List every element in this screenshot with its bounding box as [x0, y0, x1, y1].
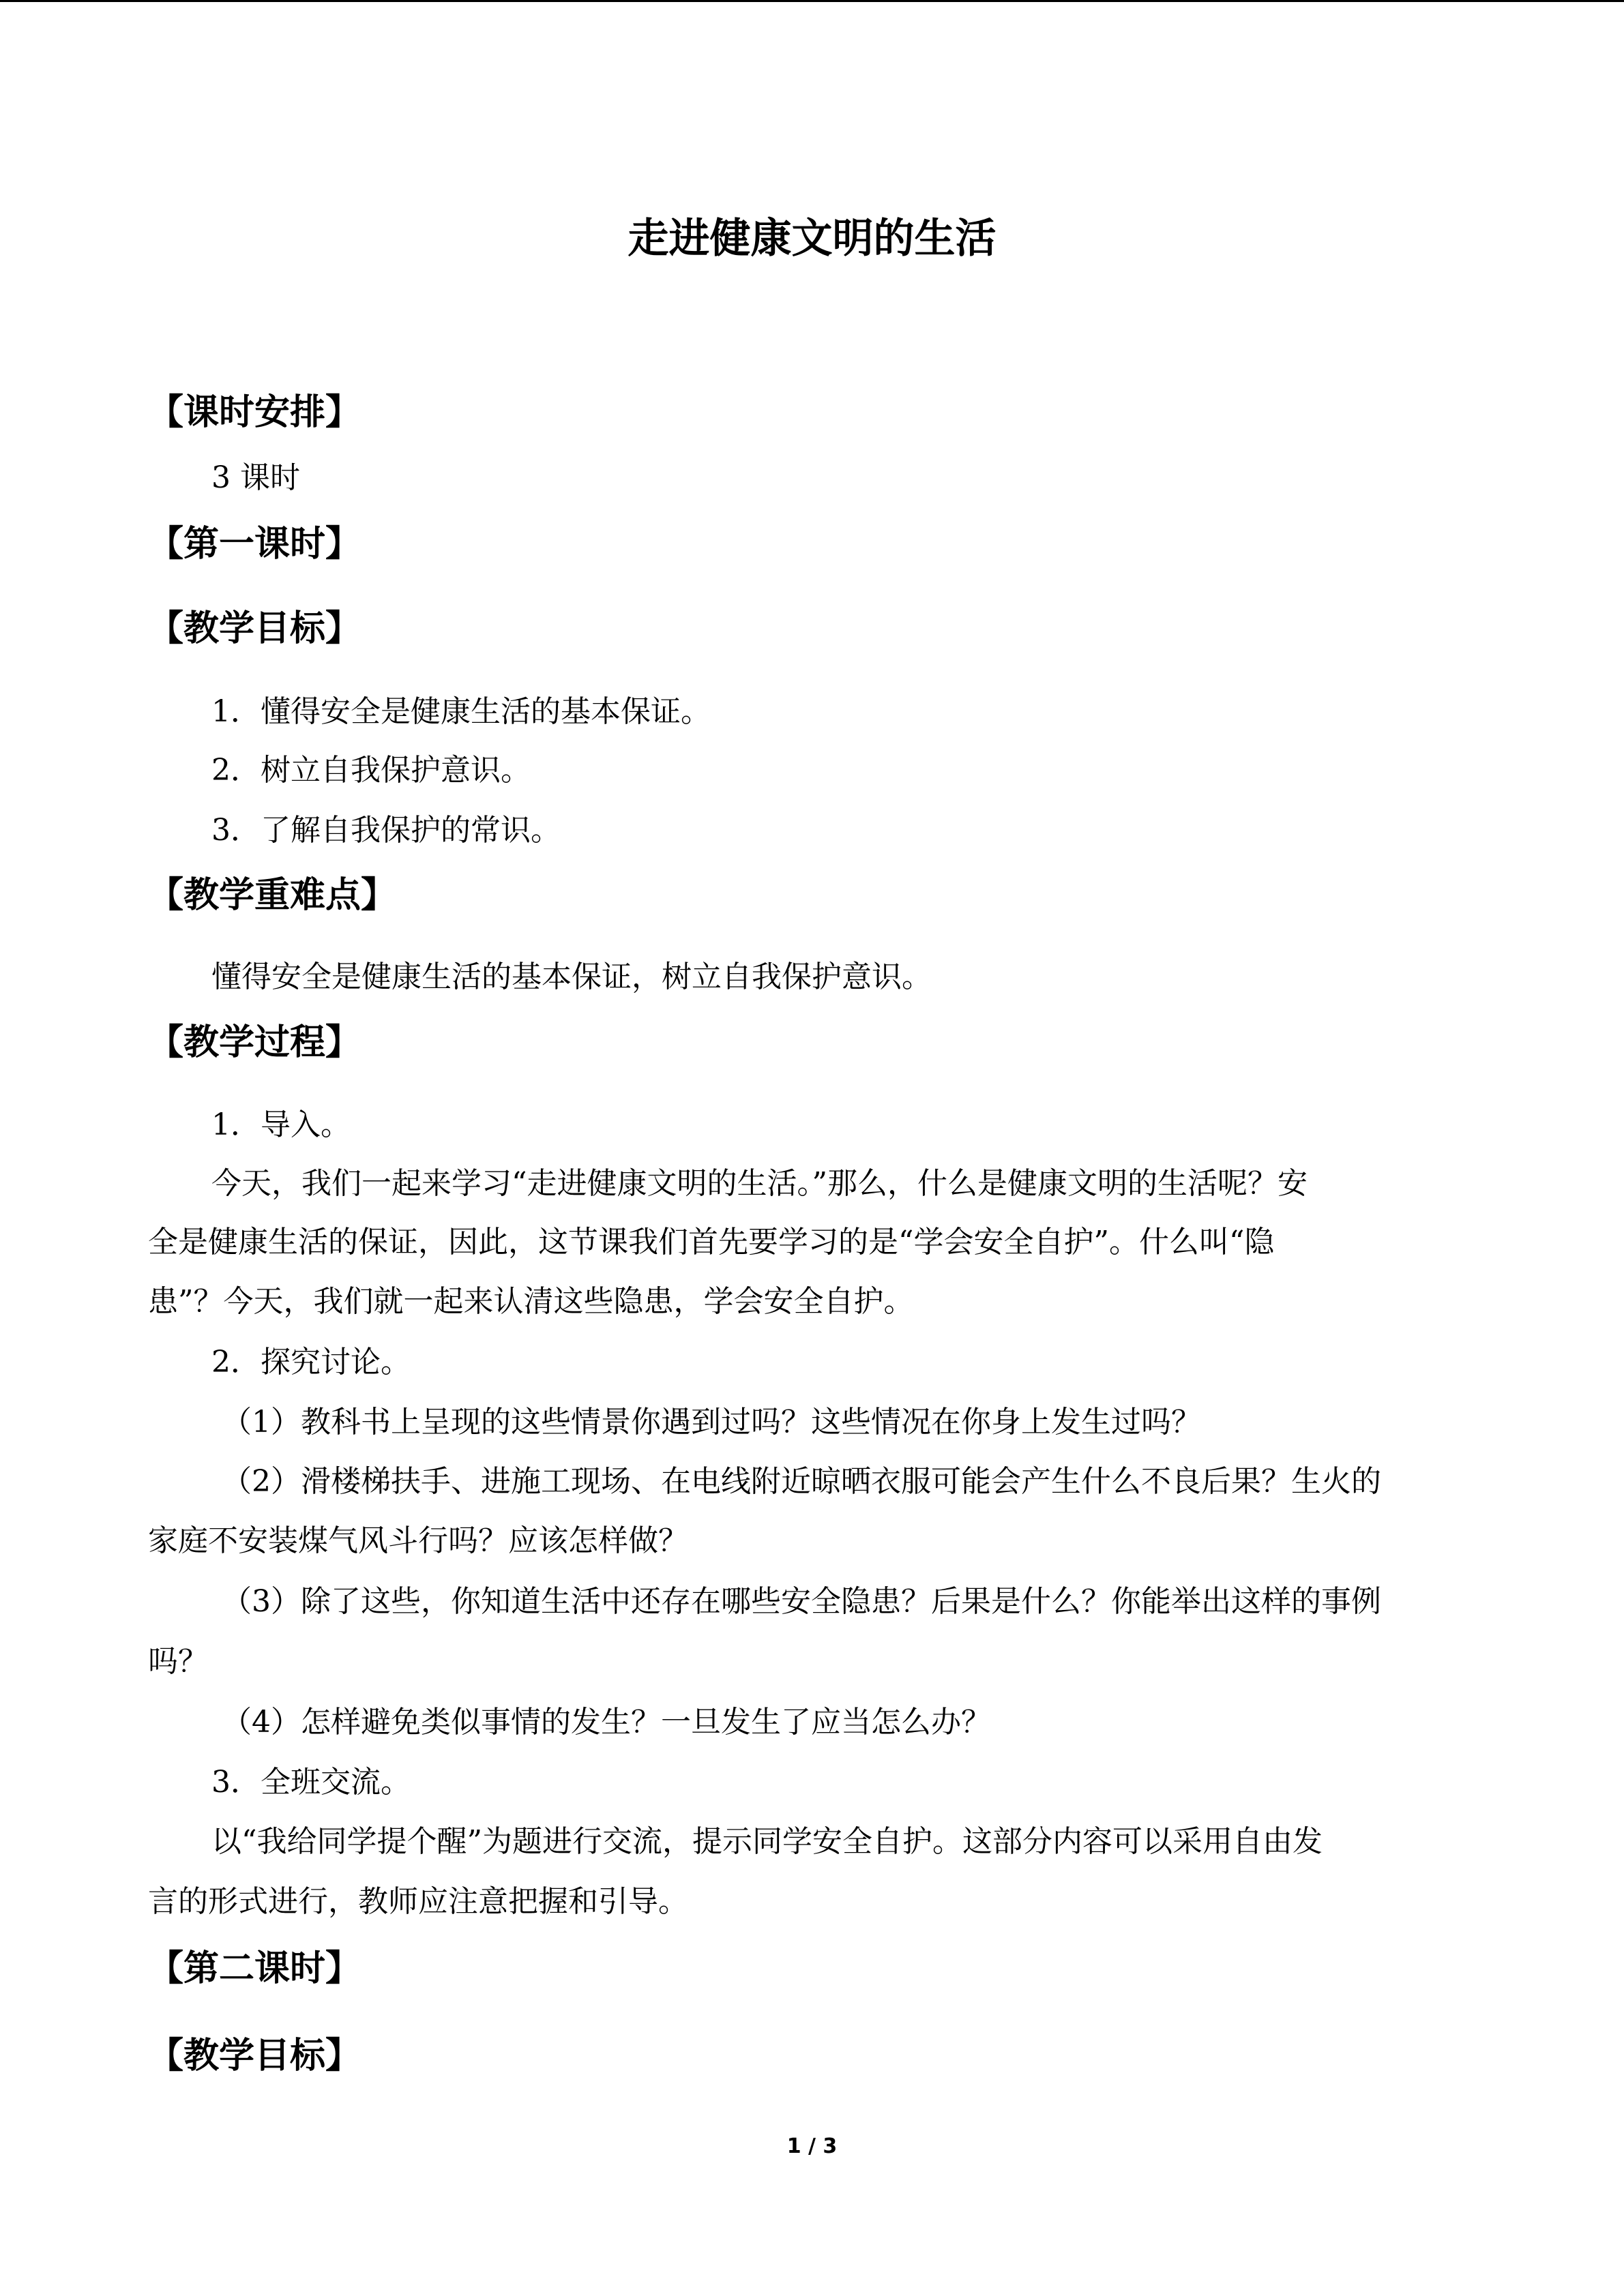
discussion-question-3-line: （3）除了这些，你知道生活中还存在哪些安全隐患？后果是什么？你能举出这样的事例: [222, 1584, 1381, 1619]
exchange-paragraph-line: 以“我给同学提个醒”为题进行交流，提示同学安全自护。这部分内容可以采用自由发: [211, 1824, 1323, 1859]
intro-paragraph-line: 今天，我们一起来学习“走进健康文明的生活。”那么，什么是健康文明的生活呢？安: [211, 1166, 1308, 1201]
goal-item: 2．树立自我保护意识。: [211, 753, 531, 788]
page-number: 1 / 3: [786, 2134, 838, 2158]
lesson2-heading: 【第二课时】: [148, 1948, 361, 1989]
goal-item: 1．懂得安全是健康生活的基本保证。: [211, 694, 711, 729]
discussion-question-1: （1）教科书上呈现的这些情景你遇到过吗？这些情况在你身上发生过吗？: [222, 1405, 1201, 1440]
lesson1-heading: 【第一课时】: [148, 524, 361, 565]
discussion-question-2-line: （2）滑楼梯扶手、进施工现场、在电线附近晾晒衣服可能会产生什么不良后果？生火的: [222, 1464, 1381, 1499]
exchange-paragraph-line: 言的形式进行，教师应注意把握和引导。: [148, 1884, 688, 1919]
discussion-question-3-line: 吗？: [148, 1644, 208, 1679]
goal-item: 3．了解自我保护的常识。: [211, 813, 561, 848]
discussion-question-4: （4）怎样避免类似事情的发生？一旦发生了应当怎么办？: [222, 1705, 991, 1740]
intro-paragraph-line: 全是健康生活的保证，因此，这节课我们首先要学习的是“学会安全自护”。什么叫“隐: [148, 1225, 1275, 1259]
goals1-heading: 【教学目标】: [148, 608, 361, 649]
schedule-value: 3 课时: [211, 460, 300, 495]
intro-paragraph-line: 患”？今天，我们就一起来认清这些隐患，学会安全自护。: [148, 1284, 914, 1319]
goals2-heading: 【教学目标】: [148, 2036, 361, 2076]
process-heading: 【教学过程】: [148, 1022, 361, 1063]
document-title: 走进健康文明的生活: [628, 215, 996, 263]
process-step-1: 1．导入。: [211, 1107, 351, 1142]
process-step-2: 2．探究讨论。: [211, 1345, 411, 1380]
process-step-3: 3．全班交流。: [211, 1765, 411, 1800]
keypoints-text: 懂得安全是健康生活的基本保证，树立自我保护意识。: [211, 959, 932, 994]
keypoints-heading: 【教学重难点】: [148, 875, 397, 916]
schedule-heading: 【课时安排】: [148, 392, 361, 433]
discussion-question-2-line: 家庭不安装煤气风斗行吗？应该怎样做？: [148, 1523, 688, 1558]
